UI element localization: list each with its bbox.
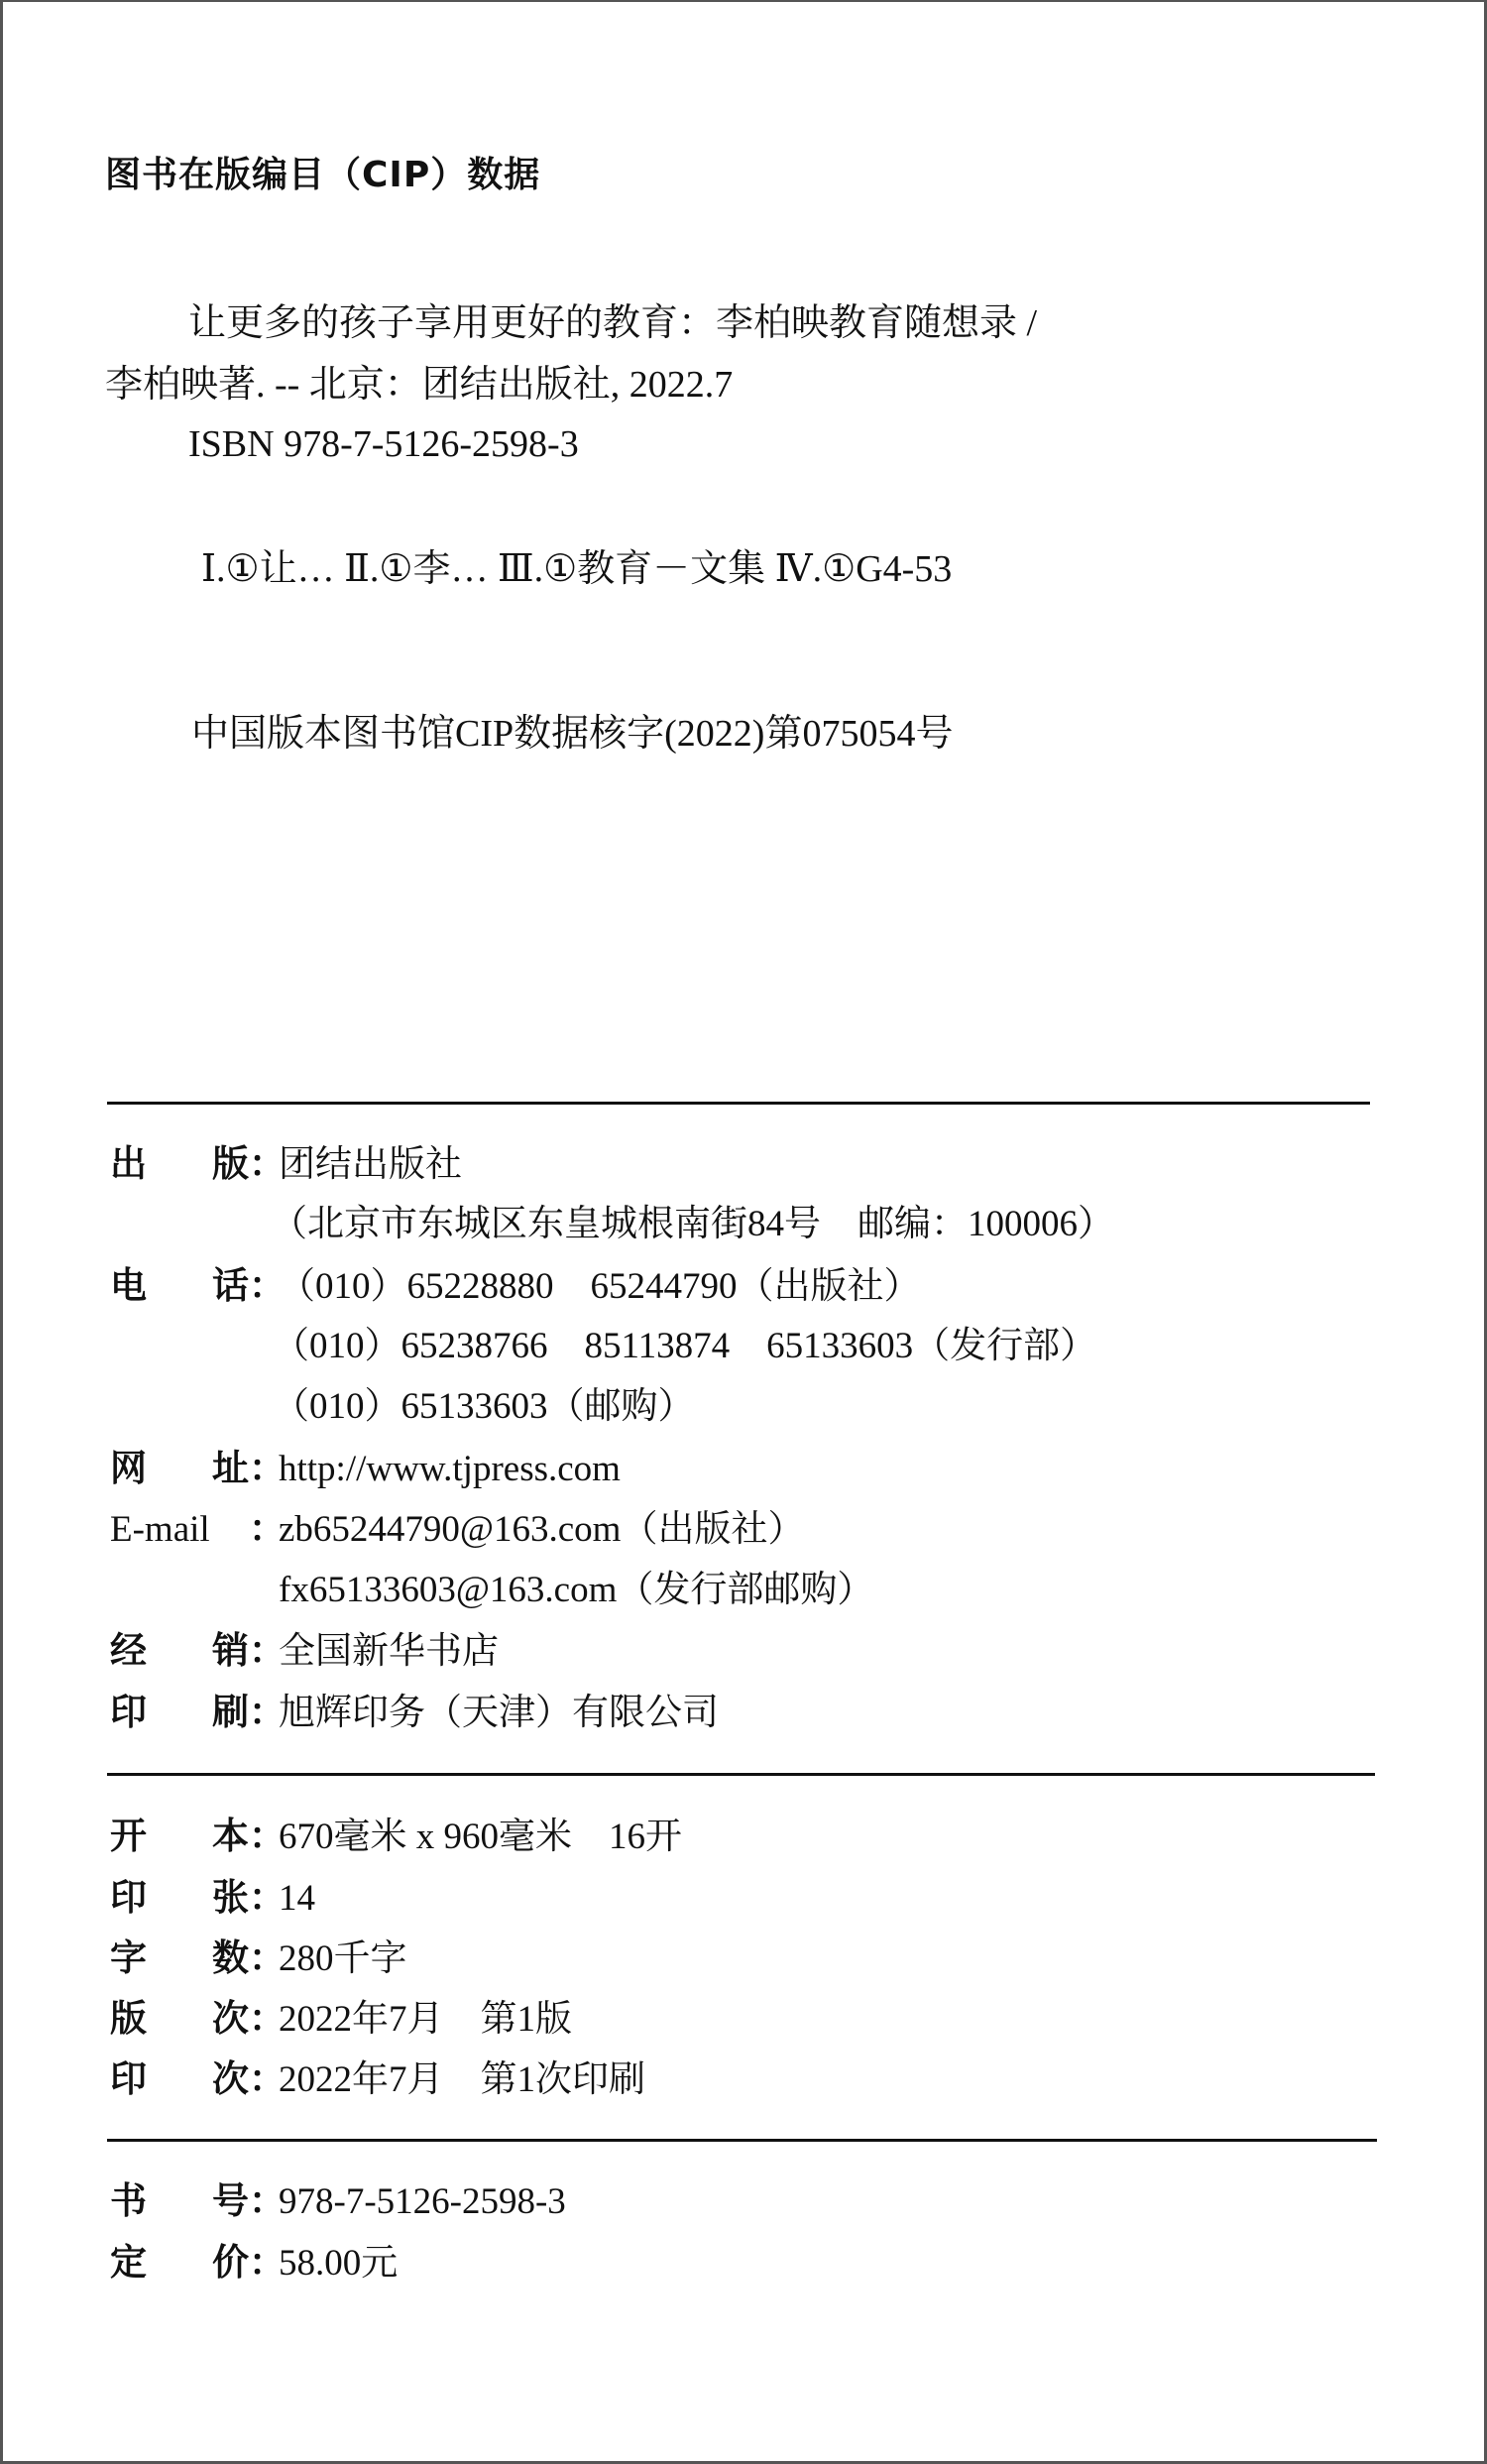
format-label: 开 本 [110,1815,249,1857]
isbn-label: 书 号 [110,2179,249,2222]
isbn-value: 978-7-5126-2598-3 [279,2181,566,2222]
cip-core-number: 中国版本图书馆CIP数据核字(2022)第075054号 [191,713,954,755]
printing-row: 印 次 ： 2022年7月 第1次印刷 [110,2057,645,2100]
printing-value: 2022年7月 第1次印刷 [279,2059,645,2100]
cip-isbn-line: ISBN 978-7-5126-2598-3 [188,423,579,465]
email-link[interactable]: zb65244790@163.com（出版社） [279,1509,805,1550]
printing-label: 印 次 [110,2057,249,2100]
cip-title-line: 让更多的孩子享用更好的教育：李柏映教育随想录 / [188,302,1038,344]
phone-line: （010）65133603（邮购） [273,1386,695,1427]
sheets-value: 14 [279,1878,315,1919]
cip-author-line: 李柏映著. -- 北京：团结出版社, 2022.7 [105,364,734,406]
phone-label: 电 话 [110,1264,249,1307]
distributor-label: 经 销 [110,1629,249,1672]
publisher-row: 出 版 ： 团结出版社 [110,1142,462,1185]
printer-row: 印 刷 ： 旭辉印务（天津）有限公司 [110,1691,719,1733]
divider-rule [107,1773,1375,1776]
phone-line: （010）65228880 65244790（出版社） [279,1266,921,1307]
email-link[interactable]: fx65133603@163.com（发行部邮购） [279,1570,874,1610]
price-label: 定 价 [110,2241,249,2284]
divider-rule [107,2139,1377,2142]
word-count-label: 字 数 [110,1936,249,1979]
publisher-address: （北京市东城区东皇城根南街84号 邮编：100006） [271,1204,1114,1244]
price-value: 58.00元 [279,2243,399,2284]
publisher-label: 出 版 [110,1142,249,1185]
printer-value: 旭辉印务（天津）有限公司 [279,1693,719,1733]
website-link[interactable]: http://www.tjpress.com [279,1449,621,1489]
printer-label: 印 刷 [110,1691,249,1733]
cip-heading: 图书在版编目（CIP）数据 [105,155,541,195]
word-count-row: 字 数 ： 280千字 [110,1936,407,1979]
edition-row: 版 次 ： 2022年7月 第1版 [110,1997,572,2040]
edition-value: 2022年7月 第1版 [279,1999,572,2040]
phone-row: 电 话 ： （010）65228880 65244790（出版社） [110,1264,921,1307]
distributor-row: 经 销 ： 全国新华书店 [110,1629,499,1672]
email-label: E-mail [110,1509,210,1550]
phone-line: （010）65238766 85113874 65133603（发行部） [273,1326,1097,1366]
word-count-value: 280千字 [279,1938,407,1979]
edition-label: 版 次 [110,1997,249,2040]
format-value: 670毫米 x 960毫米 16开 [279,1817,682,1857]
divider-rule [107,1102,1370,1105]
price-row: 定 价 ： 58.00元 [110,2241,399,2284]
format-row: 开 本 ： 670毫米 x 960毫米 16开 [110,1815,682,1857]
publisher-value: 团结出版社 [279,1144,462,1185]
email-row: E-mail ： zb65244790@163.com（出版社） [110,1507,805,1550]
isbn-row: 书 号 ： 978-7-5126-2598-3 [110,2179,566,2222]
sheets-label: 印 张 [110,1876,249,1919]
website-label: 网 址 [110,1447,249,1489]
sheets-row: 印 张 ： 14 [110,1876,315,1919]
website-row: 网 址 ： http://www.tjpress.com [110,1447,621,1489]
cip-classification: Ⅰ.①让… Ⅱ.①李… Ⅲ.①教育－文集 Ⅳ.①G4-53 [201,548,953,590]
distributor-value: 全国新华书店 [279,1631,499,1672]
